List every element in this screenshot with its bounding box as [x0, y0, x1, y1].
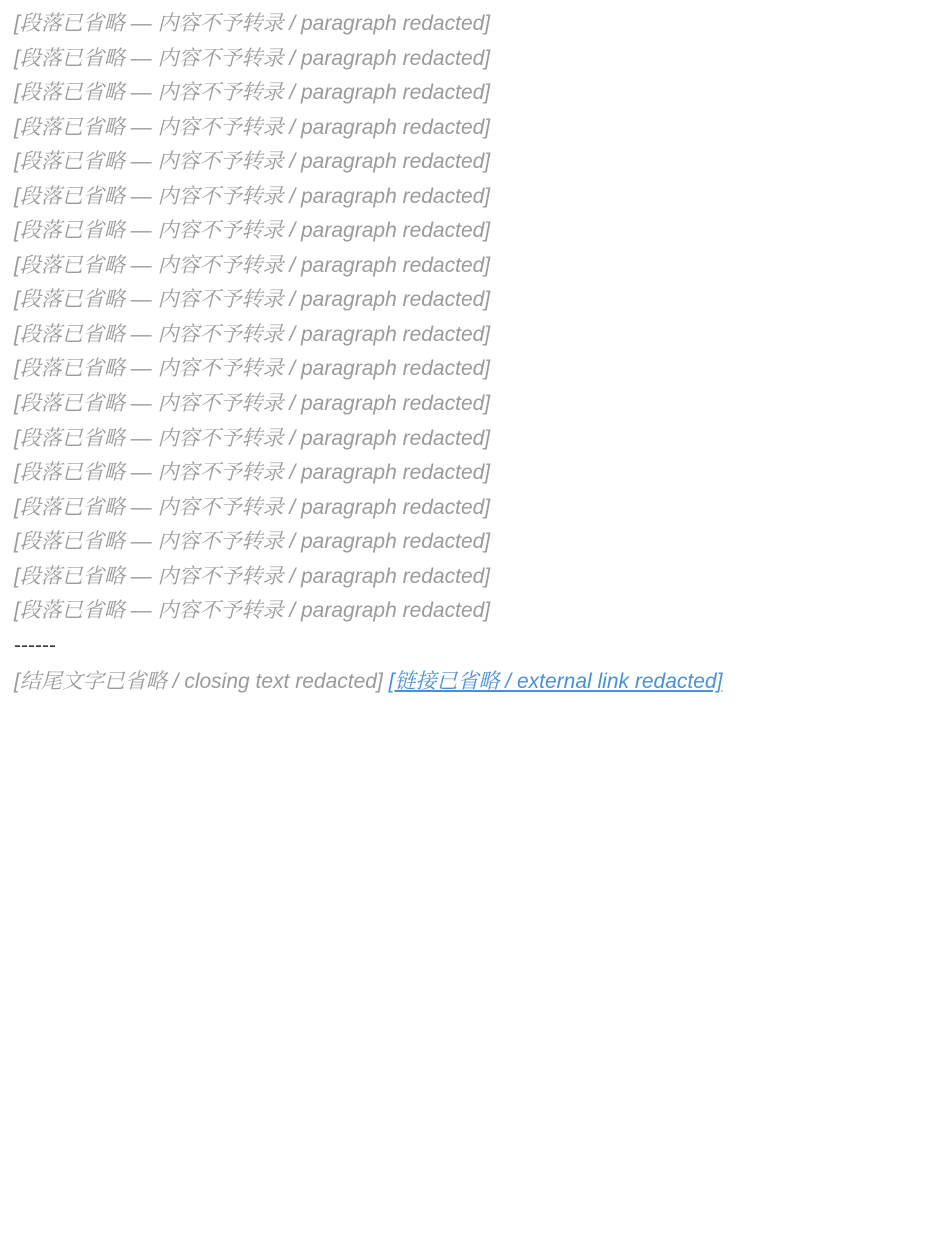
redacted-paragraph: [段落已省略 — 内容不予转录 / paragraph redacted] — [14, 322, 491, 346]
footer-line — [14, 666, 926, 699]
redacted-paragraph: [段落已省略 — 内容不予转录 / paragraph redacted] — [14, 392, 491, 416]
redacted-paragraph: [段落已省略 — 内容不予转录 / paragraph redacted] — [14, 219, 491, 243]
redacted-paragraph: [段落已省略 — 内容不予转录 / paragraph redacted] — [14, 564, 491, 588]
redacted-paragraph: [段落已省略 — 内容不予转录 / paragraph redacted] — [14, 599, 491, 623]
redacted-paragraph: [段落已省略 — 内容不予转录 / paragraph redacted] — [14, 81, 491, 105]
redacted-paragraph: [段落已省略 — 内容不予转录 / paragraph redacted] — [14, 12, 491, 35]
redacted-paragraph: [段落已省略 — 内容不予转录 / paragraph redacted] — [14, 150, 491, 174]
redacted-paragraph: [段落已省略 — 内容不予转录 / paragraph redacted] — [14, 357, 491, 381]
redacted-paragraph: [段落已省略 — 内容不予转录 / paragraph redacted] — [14, 426, 491, 450]
redacted-paragraph: [段落已省略 — 内容不予转录 / paragraph redacted] — [14, 184, 491, 208]
redacted-paragraph: [段落已省略 — 内容不予转录 / paragraph redacted] — [14, 495, 491, 519]
redacted-paragraph: [段落已省略 — 内容不予转录 / paragraph redacted] — [14, 115, 491, 139]
redacted-paragraph: [段落已省略 — 内容不予转录 / paragraph redacted] — [14, 530, 491, 554]
separator-line: ------ — [14, 633, 56, 657]
footer-link[interactable]: [链接已省略 / external link redacted] — [388, 670, 723, 694]
footer-text: [结尾文字已省略 / closing text redacted] — [14, 670, 389, 694]
redacted-paragraph: [段落已省略 — 内容不予转录 / paragraph redacted] — [14, 461, 491, 485]
redacted-paragraph: [段落已省略 — 内容不予转录 / paragraph redacted] — [14, 46, 491, 70]
paragraph-container — [14, 8, 926, 628]
redacted-paragraph: [段落已省略 — 内容不予转录 / paragraph redacted] — [14, 288, 491, 312]
redacted-paragraph: [段落已省略 — 内容不予转录 / paragraph redacted] — [14, 253, 491, 277]
